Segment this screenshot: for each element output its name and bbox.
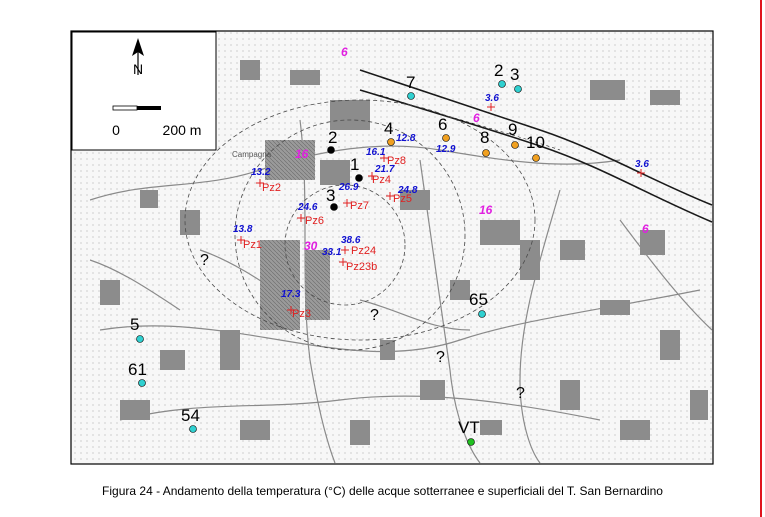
temp-label: 17.3 [281, 289, 301, 300]
temp-label: 12.9 [436, 144, 456, 155]
well-marker [137, 336, 144, 343]
north-label: N [132, 61, 144, 77]
river-temp-label: 6 [642, 222, 649, 236]
well-label: 8 [480, 128, 490, 147]
temp-label: 33.1 [322, 247, 342, 258]
well-label: 2 [328, 128, 338, 147]
scale-end-label: 200 m [162, 122, 202, 138]
well-marker [468, 439, 475, 446]
piezometer-label: Pz8 [387, 155, 406, 167]
figure-caption: Figura 24 - Andamento della temperatura (°C) delle acque sotterranee e superficiali del T. San Bernardino [102, 484, 663, 498]
unknown-mark: ? [516, 385, 525, 402]
unknown-mark: ? [200, 252, 209, 269]
well-marker [139, 380, 146, 387]
river-temp-label: 30 [304, 239, 318, 253]
well-marker [512, 142, 519, 149]
place-name-label: Campagna [232, 150, 272, 159]
unknown-mark: ? [370, 307, 379, 324]
temp-label: 13.2 [251, 167, 271, 178]
piezometer-label: Pz23b [346, 261, 378, 273]
well-marker [479, 311, 486, 318]
unknown-mark: ? [436, 349, 445, 366]
piezometer-label: Pz3 [292, 308, 311, 320]
well-label: 5 [130, 315, 140, 334]
well-marker [356, 175, 363, 182]
well-label: 3 [510, 65, 520, 84]
temp-label: 21.7 [375, 164, 395, 175]
well-label: 2 [494, 61, 504, 80]
well-label: 7 [406, 73, 416, 92]
well-label: 4 [384, 119, 394, 138]
temp-label: 13.8 [233, 224, 253, 235]
temp-label: 3.6 [485, 93, 499, 104]
river-temp-label: 6 [341, 45, 348, 59]
well-label: 3 [326, 186, 336, 205]
temp-label: 12.8 [396, 133, 416, 144]
well-marker [499, 81, 506, 88]
piezometer-label: Pz24 [351, 245, 377, 257]
well-marker [388, 139, 395, 146]
well-marker [515, 86, 522, 93]
well-label: VT [458, 418, 480, 437]
piezometer-label: Pz7 [350, 200, 369, 212]
river-temp-label: 16 [479, 203, 493, 217]
well-label: 61 [128, 360, 147, 379]
well-label: 9 [508, 120, 518, 139]
piezometer-label: Pz1 [243, 239, 262, 251]
well-label: 10 [526, 133, 545, 152]
well-marker [408, 93, 415, 100]
piezometer-label: Pz4 [372, 174, 391, 186]
well-label: 6 [438, 115, 448, 134]
piezometer-label: Pz6 [305, 215, 324, 227]
well-marker [443, 135, 450, 142]
well-marker [533, 155, 540, 162]
river-temp-label: 6 [473, 111, 480, 125]
river-temp-label: 16 [295, 147, 309, 161]
temp-label: 24.8 [398, 185, 418, 196]
well-marker [483, 150, 490, 157]
piezometer-label: Pz2 [262, 182, 281, 194]
well-marker [190, 426, 197, 433]
well-label: 54 [181, 406, 200, 425]
legend-box [72, 32, 216, 150]
temp-label: 24.6 [298, 202, 318, 213]
temp-label: 38.6 [341, 235, 361, 246]
temp-label: 26.9 [339, 182, 359, 193]
well-label: 65 [469, 290, 488, 309]
well-marker [328, 147, 335, 154]
temp-label: 3.6 [635, 159, 649, 170]
piezometer-label: Pz5 [393, 193, 412, 205]
well-label: 1 [350, 155, 360, 174]
scale-start-label: 0 [112, 122, 120, 138]
temp-label: 16.1 [366, 147, 386, 158]
